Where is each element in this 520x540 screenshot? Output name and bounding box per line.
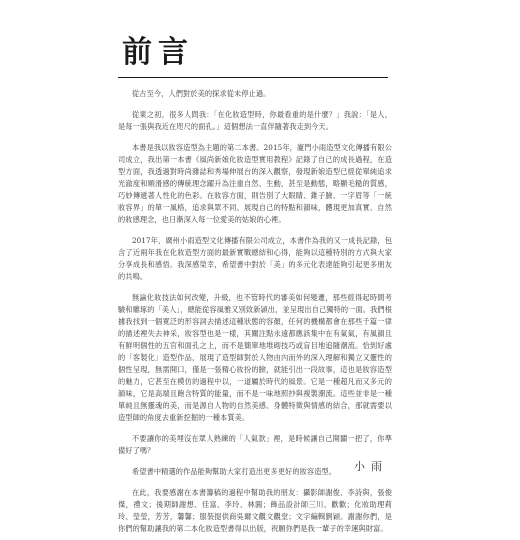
paragraph-question: 不要讓你的美埋沒在眾人熟練的「人氣款」裡，是時候讓自己開闢一把了，你準備好了嗎？ — [118, 434, 392, 455]
paragraph-first-book: 本書是我以妝容造型為主題的第二本書。2015年，廈門小雨造型文化傳播有限公司成立，我出第一本書《風尚新娘化妝造型實用教程》記錄了自己的成長過程，在造型方面，我透過對時尚雜誌和秀場伸展台的深入觀察，發現新娘造型已經從單純追求光澈度和順滑感的傳統理念躍升為注重自然、生動，甚至是動態，略顯毛糙的質感，巧妙傳遞著人性化的色彩。在妝容方面，則告別了大眼睛、錐子臉、一字眉等「一統妝容界」的單一風格，追求與眾不同、展現自己的特點和韻味，體現更加真實、自然的妝感理念，也日漸深入每一位愛美的姑娘的心裡。 — [118, 143, 392, 224]
preface-body — [118, 88, 392, 540]
paragraph-opening: 從古至今，人們對於美的探求從未停止過。 — [132, 89, 271, 98]
paragraph-second-book: 2017年，廣州小雨造型文化傳播有限公司成立，本書作為我的又一成長記錄，包含了近兩年我在化妝造型方面的最新實戰總結和心得，能夠以這種特別的方式與大家分享成長和感悟。我深感榮幸，希望書中對於「美」的多元化表達能夠引起更多朋友的共鳴。 — [118, 236, 392, 281]
paragraph-philosophy: 無論化妝技法如何改變，升級，也不管時代的審美如何變遷，那些經得起時間考驗和雕琢的「美人」，總能從容風雅又別致新頴出，並呈現出自己獨特的一面。我們根據我找到一個寬泛的形容詞去描述這種狀態的容顏，任何的機構都會在那些千篇一律的描述裡失去神采，妝容型也是一樣，其關注點永遠都應該集中在有氣氣，有風韻且有鮮明個性的五官和面孔之上，而不是簡單地堆砌技巧或盲目地追隨潮流。恰到好處的「客製化」造型作品，展現了造型師對於人物由內而外的深入理解和獨立又靈性的個性呈現，無需開口，僅是一張精心妝扮的臉，就能引出一段故事，這也是妝容造型的魅力，它甚至在模仿的過程中以，一道屬於時代的風景。它是一種超凡而又多元的韻味，它是高端且飽含特質的能量，而不是一味地照抄與複製潮流。這些並非是一種單純且無靈魂的美，而是源自人物的自然美感、身體特徵與情感的結合，那就需要以造型師的角度去重新挖掘的一種本質美。 — [118, 293, 392, 422]
title-underline — [118, 77, 388, 78]
paragraph-acknowledgements: 在此，我要感謝在本書籌稿的過程中幫助我的朋友：攝影師謝俊、李詩與，張俊傑，禮文；後期師謝想、佳富、李玲、林圓；飾品設計師三川、歡歡；化妝助理莉玲、瑩瑩，芳芳，馨馨；服裝提供商吳爾文觀文觀堂；文字編輯劉穎。謝謝你們，是你們的幫助讓我的第二本化妝造型書得以出版，祝願你們是我一輩子的幸運與財富。 — [118, 488, 392, 533]
paragraph-origin: 從業之初，很多人問我：「在化妝造型時，你最看重的是什麼？」我說：「是人，是每一張與我近在咫尺的面孔。」這個想法一直伴隨著我走到今天。 — [118, 110, 392, 131]
author-signature: 小雨 — [354, 460, 388, 473]
paragraph-hope: 希望書中精選的作品能夠幫助大家打造出更多更好的妝容造型。 — [132, 467, 337, 476]
page-title: 前言 — [122, 35, 194, 70]
